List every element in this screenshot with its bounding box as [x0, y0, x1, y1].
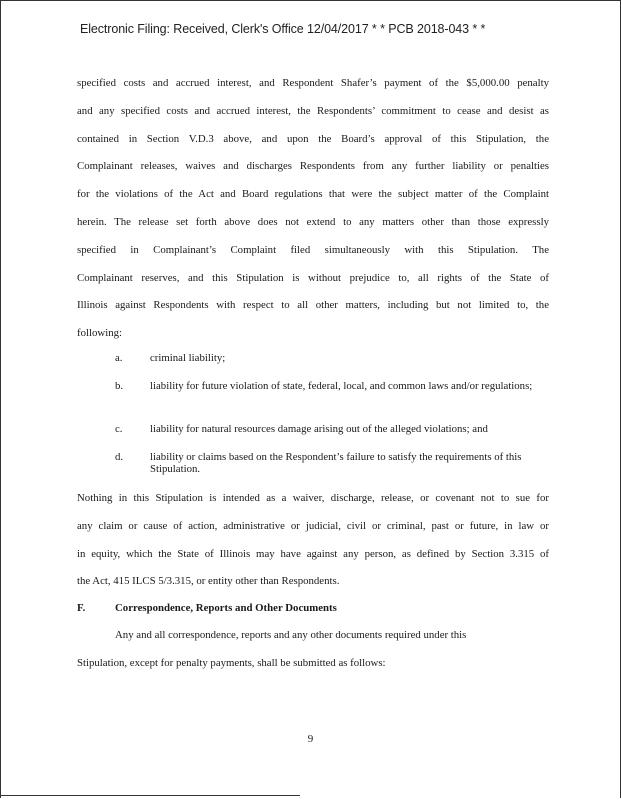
list-item-text: liability for future violation of state, federal, local, and common laws and/or regulations; — [150, 380, 533, 392]
paragraph-line: Illinois against Respondents with respect to all other matters, including but not limited to, the — [77, 299, 549, 312]
paragraph-no-waiver — [77, 485, 549, 596]
paragraph-line: contained in Section V.D.3 above, and upon the Board’s approval of this Stipulation, the — [77, 132, 549, 145]
list-item-letter: d. — [115, 451, 124, 463]
paragraph-line: Stipulation, except for penalty payments, shall be submitted as follows: — [77, 656, 386, 669]
paragraph-line: and any specified costs and accrued interest, the Respondents’ commitment to cease and desist as — [77, 104, 549, 117]
footer-rule — [0, 795, 300, 796]
paragraph-correspondence — [77, 622, 549, 678]
list-item-letter: a. — [115, 352, 123, 364]
section-letter: F. — [77, 602, 86, 614]
list-item-letter: b. — [115, 380, 124, 392]
paragraph-line: following: — [77, 327, 122, 340]
list-item-letter: c. — [115, 423, 123, 435]
paragraph-line: any claim or cause of action, administrative or judicial, civil or criminal, past or future, in law or — [77, 519, 549, 532]
paragraph-line: Nothing in this Stipulation is intended as a waiver, discharge, release, or covenant not to sue for — [77, 492, 549, 504]
paragraph-release — [77, 70, 549, 348]
paragraph-line: Any and all correspondence, reports and any other documents required under this — [115, 629, 467, 641]
paragraph-line: specified in Complainant’s Complaint filed simultaneously with this Stipulation. The — [77, 243, 549, 256]
page-number: 9 — [307, 733, 314, 745]
paragraph-line: Complainant releases, waives and discharges Respondents from any further liability or penalties — [77, 160, 549, 173]
paragraph-line: specified costs and accrued interest, and Respondent Shafer’s payment of the $5,000.00 penalty — [77, 77, 549, 89]
paragraph-line: herein. The release set forth above does not extend to any matters other than those expressly — [77, 215, 549, 228]
list-item-text: criminal liability; — [150, 352, 226, 364]
filing-header: Electronic Filing: Received, Clerk's Office 12/04/2017 * * PCB 2018-043 * * — [80, 22, 486, 36]
list-item-text: liability or claims based on the Respondent’s failure to satisfy the requirements of this Stipulation. — [150, 451, 522, 475]
paragraph-line: the Act, 415 ILCS 5/3.315, or entity other than Respondents. — [77, 575, 340, 588]
paragraph-line: for the violations of the Act and Board regulations that were the subject matter of the Complaint — [77, 188, 549, 201]
section-title: Correspondence, Reports and Other Documents — [115, 602, 337, 614]
paragraph-line: Complainant reserves, and this Stipulation is without prejudice to, all rights of the State of — [77, 271, 549, 284]
list-item-text: liability for natural resources damage arising out of the alleged violations; and — [150, 423, 488, 435]
paragraph-line: in equity, which the State of Illinois may have against any person, as defined by Section 3.315 of — [77, 547, 549, 560]
